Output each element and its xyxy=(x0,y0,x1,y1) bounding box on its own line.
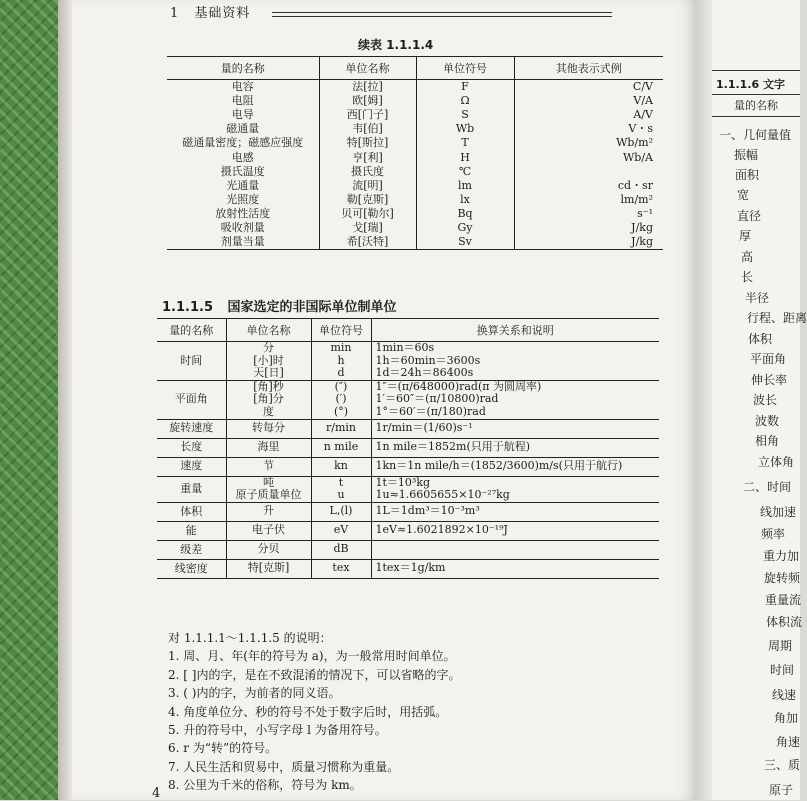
note-line: 1′＝60″＝(π/10800)rad xyxy=(375,392,499,406)
note-item: 8. 公里为千米的俗称，符号为 km。 xyxy=(168,778,362,793)
right-quantity-item: 立体角 xyxy=(758,455,795,469)
table-cell: 光通量 xyxy=(226,178,260,192)
table-cell: J/kg xyxy=(514,221,663,235)
quantity-cell: 级差 xyxy=(157,540,226,559)
unit-line: 天[日] xyxy=(253,366,284,380)
right-quantity-item: 时间 xyxy=(770,663,795,677)
table-row xyxy=(167,221,663,235)
table-cell: 特[斯拉] xyxy=(319,136,416,150)
note-line: 1″＝(π/648000)rad(π 为圆周率) xyxy=(375,379,542,393)
note-line: 1eV≈1.6021892×10⁻¹⁹J xyxy=(375,523,508,537)
quantity-cell: 时间 xyxy=(157,342,226,381)
table-cell: 放射性活度 xyxy=(215,206,271,220)
right-quantity-item: 体积 xyxy=(748,332,773,346)
running-header xyxy=(170,2,250,21)
right-quantity-item: 体积流 xyxy=(766,615,803,629)
column-header: 单位名称 xyxy=(319,57,416,80)
right-quantity-item: 波数 xyxy=(755,414,780,428)
note-line: 1h＝60min＝3600s xyxy=(375,353,481,367)
table-cell: lx xyxy=(416,193,514,207)
table-row xyxy=(167,108,663,122)
unit-line: 海里 xyxy=(257,440,280,454)
table-non-si-units xyxy=(157,318,659,579)
note-item: 5. 升的符号中，小写字母 l 为备用符号。 xyxy=(168,723,387,738)
right-quantity-item: 一、几何量值 xyxy=(719,128,792,142)
table-row xyxy=(167,80,663,95)
table-row xyxy=(157,380,659,419)
right-table-header-rule xyxy=(712,116,800,117)
table-cell: ℃ xyxy=(416,165,514,179)
note-line: 1min＝60s xyxy=(375,341,435,354)
table-cell xyxy=(514,165,663,179)
notes-cell xyxy=(371,438,659,457)
column-header: 量的名称 xyxy=(157,319,226,342)
quantity-cell: 能 xyxy=(157,521,226,540)
unit-line: 电子伏 xyxy=(252,523,285,537)
right-quantity-item: 重力加 xyxy=(763,549,800,563)
column-header: 其他表示式例 xyxy=(514,57,663,80)
notes-cell xyxy=(371,502,659,521)
symbol-line: (′) xyxy=(335,392,347,406)
table-cell: V/A xyxy=(514,94,663,108)
right-quantity-item: 三、质 xyxy=(764,758,801,772)
notes-cell xyxy=(371,559,659,578)
table-cell: 吸收剂量 xyxy=(220,220,265,234)
right-quantity-item: 角加 xyxy=(774,711,799,725)
units-cell xyxy=(226,342,311,381)
table-cell: T xyxy=(416,136,514,150)
table-cell: s⁻¹ xyxy=(514,207,663,221)
table-row xyxy=(157,438,659,457)
section-title: 国家选定的非国际单位制单位 xyxy=(227,300,397,315)
symbols-cell xyxy=(311,419,371,438)
quantity-cell: 体积 xyxy=(157,502,226,521)
quantity-cell: 平面角 xyxy=(157,380,226,419)
symbols-cell xyxy=(311,380,371,419)
symbol-line: kn xyxy=(334,459,348,473)
header-rule-secondary xyxy=(272,16,612,17)
right-table-top-rule xyxy=(712,70,800,71)
table-row xyxy=(167,122,663,136)
symbol-line: tex xyxy=(332,561,350,575)
note-line: 1u≈1.6605655×10⁻²⁷kg xyxy=(375,488,510,502)
symbol-line: d xyxy=(337,366,345,380)
table-cell: 摄氏度 xyxy=(319,165,416,179)
right-quantity-item: 角速 xyxy=(776,735,801,749)
symbol-line: L,(l) xyxy=(329,504,353,518)
right-column-header: 量的名称 xyxy=(734,99,778,112)
units-cell xyxy=(226,559,311,578)
right-table-rule xyxy=(712,94,800,95)
note-item: 2. [ ]内的字，是在不致混淆的情况下，可以省略的字。 xyxy=(168,667,461,682)
right-quantity-item: 高 xyxy=(741,250,754,264)
note-line: 1r/min＝(1/60)s⁻¹ xyxy=(375,421,473,435)
units-cell xyxy=(226,476,311,502)
right-quantity-item: 长 xyxy=(741,270,754,284)
quantity-cell: 线密度 xyxy=(157,559,226,578)
table-cell: 磁通量密度；磁感应强度 xyxy=(182,136,304,150)
notes-cell xyxy=(371,521,659,540)
table-row xyxy=(167,193,663,207)
table-cell: 摄氏温度 xyxy=(220,164,265,178)
table-row xyxy=(157,342,659,381)
units-cell xyxy=(226,457,311,476)
table-cell: lm xyxy=(416,179,514,193)
units-cell xyxy=(226,438,311,457)
right-quantity-item: 宽 xyxy=(737,188,750,202)
note-line: 1L＝1dm³＝10⁻³m³ xyxy=(375,504,480,518)
table-cell: 戈[瑞] xyxy=(319,221,416,235)
unit-line: 特[克斯] xyxy=(247,561,290,575)
table-row xyxy=(167,179,663,193)
right-quantity-item: 振幅 xyxy=(734,148,759,162)
table-cell: F xyxy=(416,80,514,95)
table-cell: C/V xyxy=(514,80,663,95)
table-cell: 电阻 xyxy=(231,94,254,108)
column-header: 单位符号 xyxy=(416,57,514,80)
table-row xyxy=(157,521,659,540)
table-row xyxy=(167,136,663,150)
right-quantity-item: 行程、距离 xyxy=(747,311,807,325)
table-cell: A/V xyxy=(514,108,663,122)
notes-cell xyxy=(371,476,659,502)
table-header-row xyxy=(157,319,659,342)
table-cell: 剂量当量 xyxy=(167,235,319,250)
table-cell: 法[拉] xyxy=(319,80,416,95)
unit-line: 分贝 xyxy=(257,542,280,556)
note-item: 7. 人民生活和贸易中，质量习惯称为重量。 xyxy=(168,759,400,774)
table-cell: S xyxy=(416,108,514,122)
section-heading xyxy=(162,296,397,315)
units-cell xyxy=(226,502,311,521)
right-quantity-item: 波长 xyxy=(753,393,778,407)
table-cell: 贝可[勒尔] xyxy=(319,207,416,221)
table-cell: V・s xyxy=(514,122,663,136)
note-line: 1°＝60′＝(π/180)rad xyxy=(375,404,486,418)
unit-line: [角]秒 xyxy=(253,379,284,393)
note-item: 1. 周、月、年(年的符号为 a)，为一般常用时间单位。 xyxy=(168,649,456,664)
table-cell: 勒[克斯] xyxy=(319,193,416,207)
right-quantity-item: 旋转频 xyxy=(764,571,801,585)
symbol-line: h xyxy=(337,353,345,367)
right-quantity-item: 周期 xyxy=(768,639,793,653)
table-cell: cd・sr xyxy=(514,179,663,193)
running-header-title: 基础资料 xyxy=(194,6,251,21)
table1-caption: 续表 1.1.1.4 xyxy=(358,38,434,52)
units-cell xyxy=(226,419,311,438)
quantity-cell: 重量 xyxy=(157,476,226,502)
table-row xyxy=(157,476,659,502)
table-row xyxy=(167,207,663,221)
table-cell: 电导 xyxy=(231,108,254,122)
quantity-cell: 速度 xyxy=(157,457,226,476)
right-quantity-item: 半径 xyxy=(745,291,770,305)
table-row xyxy=(167,165,663,179)
table-cell: H xyxy=(416,150,514,164)
quantity-cell: 旋转速度 xyxy=(157,419,226,438)
notes-list xyxy=(168,647,460,794)
column-header: 单位名称 xyxy=(226,319,311,342)
note-line: 1n mile＝1852m(只用于航程) xyxy=(375,440,531,454)
symbol-line: n mile xyxy=(323,440,359,454)
table-cell: J/kg xyxy=(514,235,663,250)
symbols-cell xyxy=(311,559,371,578)
symbol-line: (″) xyxy=(334,379,348,393)
note-line: 1t＝10³kg xyxy=(375,475,431,489)
table-cell: Wb xyxy=(416,122,514,136)
symbol-line: dB xyxy=(333,542,349,556)
page-edge xyxy=(58,0,72,800)
table-cell: 欧[姆] xyxy=(319,94,416,108)
table-cell: Gy xyxy=(416,221,514,235)
quantity-cell: 长度 xyxy=(157,438,226,457)
unit-line: [小]时 xyxy=(253,353,284,367)
section-number: 1.1.1.5 xyxy=(162,300,213,315)
column-header: 换算关系和说明 xyxy=(371,319,659,342)
notes-block xyxy=(168,629,460,795)
symbol-line: r/min xyxy=(326,421,356,435)
unit-line: 度 xyxy=(263,404,274,418)
notes-cell xyxy=(371,380,659,419)
right-quantity-item: 厚 xyxy=(739,229,752,243)
right-quantity-item: 重量流 xyxy=(765,593,802,607)
table-cell: Sv xyxy=(416,235,514,250)
table-row xyxy=(167,150,663,164)
table-row xyxy=(157,419,659,438)
right-quantity-item: 频率 xyxy=(761,527,786,541)
unit-line: [角]分 xyxy=(253,392,284,406)
note-line: 1tex＝1g/km xyxy=(375,561,446,575)
table-cell: 电容 xyxy=(231,80,254,94)
unit-line: 原子质量单位 xyxy=(235,488,302,502)
table-cell: 亨[利] xyxy=(319,150,416,164)
right-quantity-item: 直径 xyxy=(737,209,762,223)
table-cell: 磁通量 xyxy=(226,122,260,136)
right-quantity-item: 伸长率 xyxy=(751,373,788,387)
symbols-cell xyxy=(311,540,371,559)
note-item: 4. 角度单位分、秒的符号不处于数字后时，用括弧。 xyxy=(168,704,448,719)
right-quantity-item: 面积 xyxy=(735,168,760,182)
column-header: 量的名称 xyxy=(167,57,319,80)
right-quantity-item: 二、时间 xyxy=(743,480,792,494)
right-section-heading: 1.1.1.6 文字 xyxy=(716,78,785,91)
table-row xyxy=(157,502,659,521)
table-cell: 电感 xyxy=(231,150,254,164)
right-quantity-item: 原子 xyxy=(769,783,794,797)
table-cell: 韦[伯] xyxy=(319,122,416,136)
running-header-number: 1 xyxy=(170,6,180,21)
note-line: 1d＝24h＝86400s xyxy=(375,366,474,380)
symbols-cell xyxy=(311,342,371,381)
symbols-cell xyxy=(311,476,371,502)
right-quantity-item: 线速 xyxy=(772,688,797,702)
table-row xyxy=(157,457,659,476)
table-row xyxy=(167,94,663,108)
table-cell: 流[明] xyxy=(319,179,416,193)
unit-line: 吨 xyxy=(263,475,274,489)
table-cell: Wb/m² xyxy=(514,136,663,150)
symbol-line: min xyxy=(330,341,352,354)
notes-intro: 对 1.1.1.1～1.1.1.5 的说明： xyxy=(168,631,332,645)
units-cell xyxy=(226,521,311,540)
units-cell xyxy=(226,380,311,419)
symbols-cell xyxy=(311,438,371,457)
notes-cell xyxy=(371,457,659,476)
table-row xyxy=(157,559,659,578)
table-cell: 西[门子] xyxy=(319,108,416,122)
right-quantity-item: 平面角 xyxy=(750,352,787,366)
page-number: 4 xyxy=(152,786,161,801)
units-cell xyxy=(226,540,311,559)
symbols-cell xyxy=(311,502,371,521)
right-quantity-item: 相角 xyxy=(755,434,780,448)
unit-line: 分 xyxy=(263,341,274,354)
table-row xyxy=(167,235,663,250)
table-cell: lm/m² xyxy=(514,193,663,207)
column-header: 单位符号 xyxy=(311,319,371,342)
symbol-line: (°) xyxy=(333,404,349,418)
table-cell: Wb/A xyxy=(514,150,663,164)
table-row xyxy=(157,540,659,559)
table-cell: 光照度 xyxy=(226,192,260,206)
symbol-line: u xyxy=(337,488,345,502)
table-cell: Bq xyxy=(416,207,514,221)
notes-cell xyxy=(371,540,659,559)
symbol-line: t xyxy=(338,475,344,489)
symbols-cell xyxy=(311,521,371,540)
notes-cell xyxy=(371,342,659,381)
header-rule xyxy=(272,12,612,13)
symbols-cell xyxy=(311,457,371,476)
symbol-line: eV xyxy=(333,523,349,537)
table-cell: Ω xyxy=(416,94,514,108)
note-item: 6. r 为“转”的符号。 xyxy=(168,741,278,756)
notes-cell xyxy=(371,419,659,438)
unit-line: 转每分 xyxy=(252,421,285,435)
note-item: 3. ( )内的字，为前者的同义语。 xyxy=(168,686,341,701)
table-header-row xyxy=(167,57,663,80)
right-quantity-item: 线加速 xyxy=(760,505,797,519)
table-cell: 希[沃特] xyxy=(319,235,416,250)
book-spine-cover xyxy=(0,0,58,800)
unit-line: 节 xyxy=(263,459,274,473)
table-si-derived-units xyxy=(167,56,663,250)
unit-line: 升 xyxy=(263,504,274,518)
note-line: 1kn＝1n mile/h＝(1852/3600)m/s(只用于航行) xyxy=(375,459,623,473)
